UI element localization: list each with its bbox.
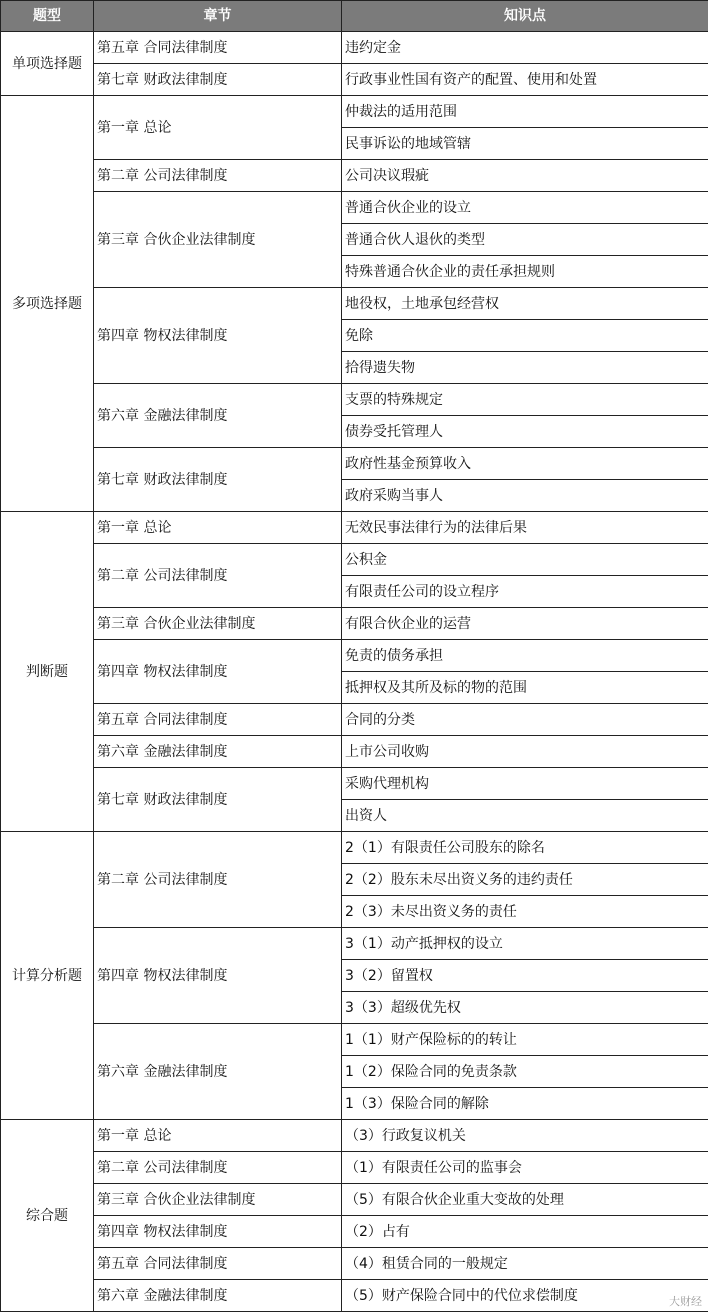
table-row: [1, 1280, 708, 1312]
table-row: [1, 768, 708, 800]
table-row: [1, 160, 708, 192]
knowledge-point-cell: 拾得遗失物: [342, 352, 708, 384]
chapter-cell: 第三章 合伙企业法律制度: [94, 608, 342, 640]
knowledge-point-cell: （1）有限责任公司的监事会: [342, 1152, 708, 1184]
chapter-cell: 第一章 总论: [94, 512, 342, 544]
table-row: [1, 32, 708, 64]
knowledge-point-cell: 1（2）保险合同的免责条款: [342, 1056, 708, 1088]
knowledge-point-cell: 1（1）财产保险标的的转让: [342, 1024, 708, 1056]
chapter-cell: 第七章 财政法律制度: [94, 64, 342, 96]
question-type-cell: 单项选择题: [1, 32, 94, 96]
knowledge-point-cell: （3）行政复议机关: [342, 1120, 708, 1152]
question-type-cell: 计算分析题: [1, 832, 94, 1120]
chapter-cell: 第四章 物权法律制度: [94, 1216, 342, 1248]
chapter-cell: 第五章 合同法律制度: [94, 32, 342, 64]
chapter-cell: 第四章 物权法律制度: [94, 928, 342, 1024]
table-row: [1, 1120, 708, 1152]
chapter-cell: 第七章 财政法律制度: [94, 768, 342, 832]
knowledge-point-cell: 地役权，土地承包经营权: [342, 288, 708, 320]
chapter-cell: 第三章 合伙企业法律制度: [94, 1184, 342, 1216]
table-row: [1, 96, 708, 128]
table-row: [1, 704, 708, 736]
table-row: [1, 1152, 708, 1184]
chapter-cell: 第一章 总论: [94, 1120, 342, 1152]
chapter-cell: 第二章 公司法律制度: [94, 160, 342, 192]
table-row: [1, 192, 708, 224]
chapter-cell: 第二章 公司法律制度: [94, 832, 342, 928]
chapter-cell: 第六章 金融法律制度: [94, 384, 342, 448]
knowledge-point-cell: 2（2）股东未尽出资义务的违约责任: [342, 864, 708, 896]
table-row: [1, 1184, 708, 1216]
knowledge-point-cell: 民事诉讼的地域管辖: [342, 128, 708, 160]
knowledge-point-cell: 政府采购当事人: [342, 480, 708, 512]
table-row: [1, 448, 708, 480]
table-row: [1, 1024, 708, 1056]
knowledge-point-cell: 支票的特殊规定: [342, 384, 708, 416]
knowledge-point-cell: 仲裁法的适用范围: [342, 96, 708, 128]
table-row: [1, 928, 708, 960]
knowledge-point-cell: 2（3）未尽出资义务的责任: [342, 896, 708, 928]
question-type-cell: 多项选择题: [1, 96, 94, 512]
knowledge-point-cell: 采购代理机构: [342, 768, 708, 800]
chapter-cell: 第一章 总论: [94, 96, 342, 160]
question-type-cell: 判断题: [1, 512, 94, 832]
knowledge-point-cell: 合同的分类: [342, 704, 708, 736]
chapter-cell: 第四章 物权法律制度: [94, 640, 342, 704]
chapter-cell: 第五章 合同法律制度: [94, 1248, 342, 1280]
table-row: [1, 1216, 708, 1248]
knowledge-point-cell: 普通合伙企业的设立: [342, 192, 708, 224]
table-row: [1, 832, 708, 864]
knowledge-point-cell: 政府性基金预算收入: [342, 448, 708, 480]
knowledge-point-cell: 1（3）保险合同的解除: [342, 1088, 708, 1120]
table-row: [1, 384, 708, 416]
knowledge-point-cell: 抵押权及其所及标的物的范围: [342, 672, 708, 704]
knowledge-point-cell: 免除: [342, 320, 708, 352]
table-row: [1, 736, 708, 768]
knowledge-point-cell: （4）租赁合同的一般规定: [342, 1248, 708, 1280]
header-row: [1, 1, 708, 32]
knowledge-point-cell: 上市公司收购: [342, 736, 708, 768]
chapter-cell: 第六章 金融法律制度: [94, 736, 342, 768]
knowledge-point-cell: 有限责任公司的设立程序: [342, 576, 708, 608]
chapter-cell: 第六章 金融法律制度: [94, 1024, 342, 1120]
knowledge-point-cell: 3（1）动产抵押权的设立: [342, 928, 708, 960]
knowledge-point-cell: （5）财产保险合同中的代位求偿制度: [342, 1280, 708, 1312]
knowledge-point-cell: 普通合伙人退伙的类型: [342, 224, 708, 256]
knowledge-point-cell: 公司决议瑕疵: [342, 160, 708, 192]
knowledge-point-cell: 公积金: [342, 544, 708, 576]
table-row: [1, 640, 708, 672]
knowledge-point-cell: 免责的债务承担: [342, 640, 708, 672]
knowledge-point-cell: 3（3）超级优先权: [342, 992, 708, 1024]
table-row: [1, 512, 708, 544]
knowledge-point-cell: 出资人: [342, 800, 708, 832]
knowledge-point-cell: 债券受托管理人: [342, 416, 708, 448]
table-row: [1, 1248, 708, 1280]
table-row: [1, 544, 708, 576]
chapter-cell: 第六章 金融法律制度: [94, 1280, 342, 1312]
header-chapter: 章节: [94, 1, 342, 32]
knowledge-point-cell: 行政事业性国有资产的配置、使用和处置: [342, 64, 708, 96]
knowledge-point-cell: （2）占有: [342, 1216, 708, 1248]
chapter-cell: 第四章 物权法律制度: [94, 288, 342, 384]
table-row: [1, 288, 708, 320]
watermark-text: 大财经: [669, 1295, 702, 1308]
question-type-cell: 综合题: [1, 1120, 94, 1312]
knowledge-point-cell: 有限合伙企业的运营: [342, 608, 708, 640]
knowledge-point-cell: 2（1）有限责任公司股东的除名: [342, 832, 708, 864]
knowledge-point-cell: 无效民事法律行为的法律后果: [342, 512, 708, 544]
table-row: [1, 64, 708, 96]
header-knowledge-point: 知识点: [342, 1, 708, 32]
chapter-cell: 第二章 公司法律制度: [94, 1152, 342, 1184]
chapter-cell: 第二章 公司法律制度: [94, 544, 342, 608]
header-question-type: 题型: [1, 1, 94, 32]
chapter-cell: 第五章 合同法律制度: [94, 704, 342, 736]
knowledge-point-cell: （5）有限合伙企业重大变故的处理: [342, 1184, 708, 1216]
knowledge-point-cell: 特殊普通合伙企业的责任承担规则: [342, 256, 708, 288]
chapter-cell: 第七章 财政法律制度: [94, 448, 342, 512]
chapter-cell: 第三章 合伙企业法律制度: [94, 192, 342, 288]
knowledge-point-cell: 3（2）留置权: [342, 960, 708, 992]
knowledge-point-cell: 违约定金: [342, 32, 708, 64]
table-row: [1, 608, 708, 640]
